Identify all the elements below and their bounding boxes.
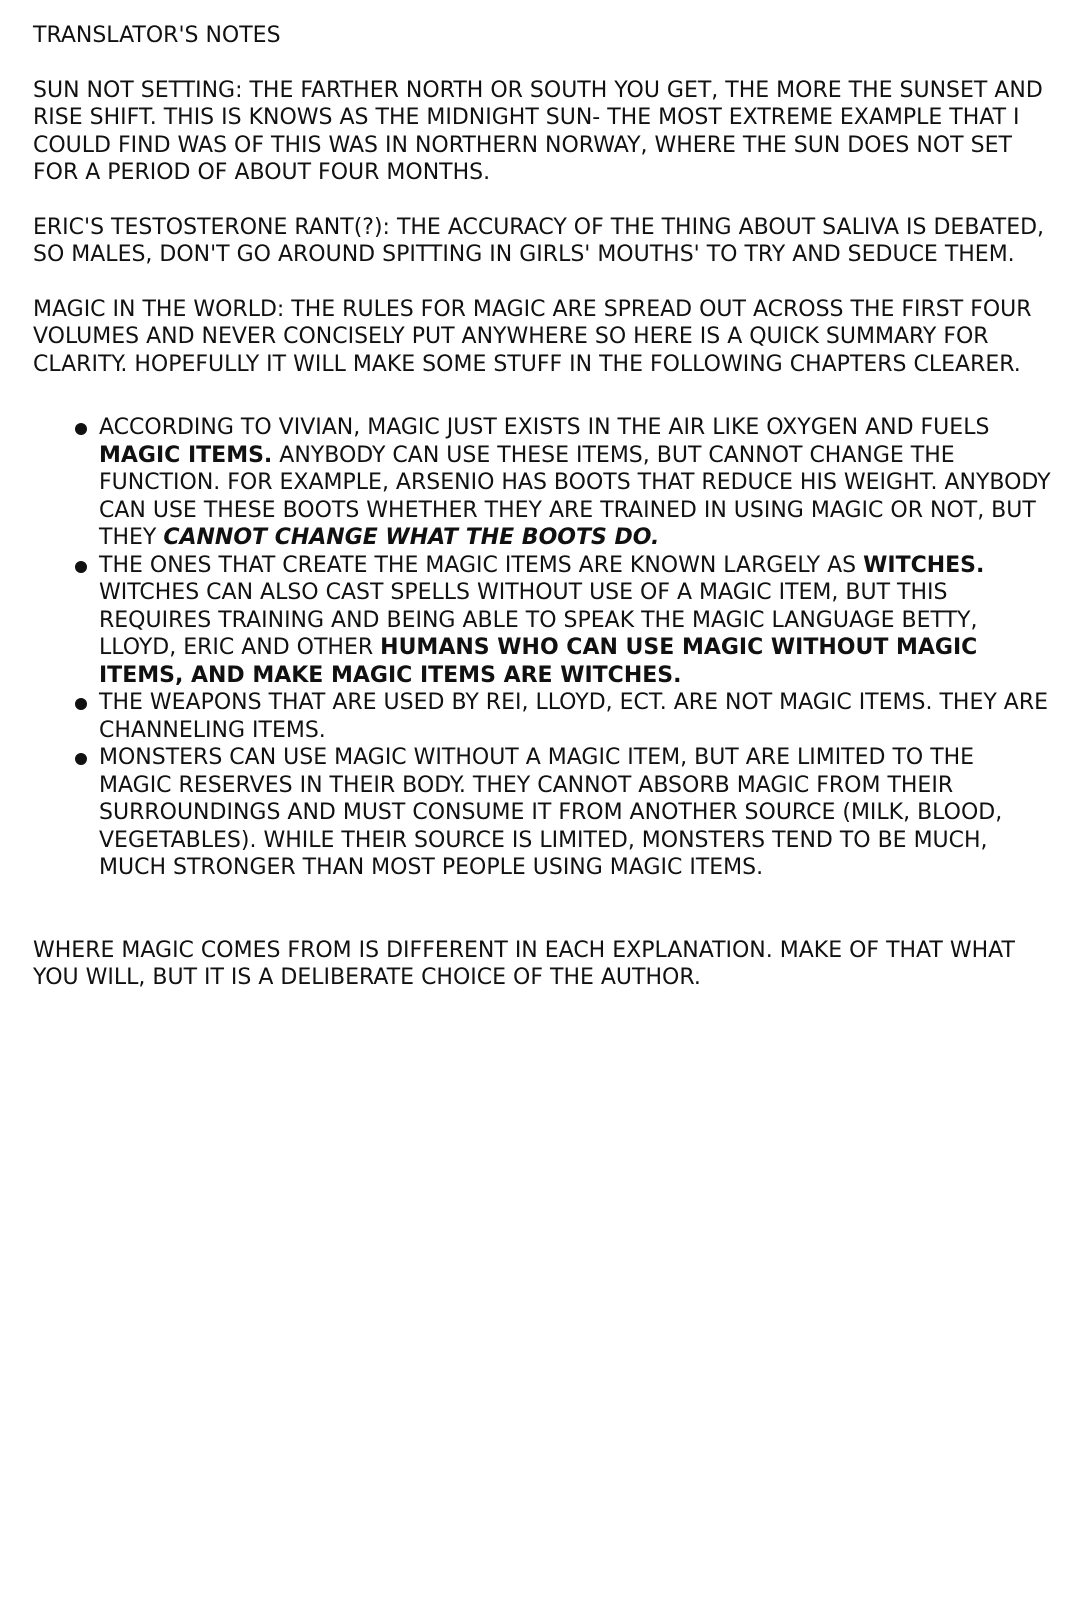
bullet-emphasis: MAGIC ITEMS. — [99, 442, 273, 468]
bullet-icon — [75, 753, 87, 765]
note-sun-not-setting: SUN NOT SETTING: THE FARTHER NORTH OR SOUTH YOU GET, THE MORE THE SUNSET AND RISE SHIFT. THIS IS KNOWS AS THE MIDNIGHT SUN- THE MOST EXTREME EXAMPLE THAT I COULD FIND WAS OF THIS WAS IN NORTHERN NORWAY, WHERE THE SUN DOES NOT SET FOR A PERIOD OF ABOUT FOUR MONTHS. — [33, 77, 1043, 185]
list-item — [99, 744, 1053, 882]
bullet-emphasis: HUMANS WHO CAN USE MAGIC WITHOUT MAGIC ITEMS, AND MAKE MAGIC ITEMS ARE WITCHES. — [99, 635, 978, 688]
bullet-icon — [75, 561, 87, 573]
bullet-text: WITCHES CAN ALSO CAST SPELLS WITHOUT USE OF A MAGIC ITEM, BUT THIS REQUIRES TRAINING AND BEING ABLE TO SPEAK THE MAGIC LANGUAGE BETTY, LLOYD, ERIC AND OTHER — [99, 580, 978, 660]
bullet-text: ANYBODY CAN USE THESE ITEMS, BUT CANNOT CHANGE THE FUNCTION. FOR EXAMPLE, ARSENIO HAS BOOTS THAT REDUCE HIS WEIGHT. ANYBODY CAN USE THESE BOOTS WHETHER THEY ARE TRAINED IN USING MAGIC OR NOT, BUT THEY — [99, 442, 1051, 550]
magic-rules-list — [33, 414, 1053, 882]
bullet-emphasis: CANNOT CHANGE WHAT THE BOOTS DO. — [163, 525, 660, 550]
note-eric-rant: ERIC'S TESTOSTERONE RANT(?): THE ACCURACY OF THE THING ABOUT SALIVA IS DEBATED, SO MALES, DON'T GO AROUND SPITTING IN GIRLS' MOUTHS' TO TRY AND SEDUCE THEM. — [33, 214, 1045, 267]
bullet-icon — [75, 423, 87, 435]
list-item — [99, 414, 1053, 552]
notes-page — [33, 22, 1053, 1019]
list-item — [99, 689, 1053, 744]
list-item — [99, 552, 1053, 690]
bullet-text: MONSTERS CAN USE MAGIC WITHOUT A MAGIC ITEM, BUT ARE LIMITED TO THE MAGIC RESERVES IN THEIR BODY. THEY CANNOT ABSORB MAGIC FROM THEIR SURROUNDINGS AND MUST CONSUME IT FROM ANOTHER SOURCE (MILK, BLOOD, VEGETABLES). WHILE THEIR SOURCE IS LIMITED, MONSTERS TEND TO BE MUCH, MUCH STRONGER THAN MOST PEOPLE USING MAGIC ITEMS. — [99, 745, 1003, 880]
bullet-text: ACCORDING TO VIVIAN, MAGIC JUST EXISTS IN THE AIR LIKE OXYGEN AND FUELS — [99, 415, 990, 440]
bullet-text: THE ONES THAT CREATE THE MAGIC ITEMS ARE KNOWN LARGELY AS — [99, 552, 864, 578]
note-magic-intro: MAGIC IN THE WORLD: THE RULES FOR MAGIC ARE SPREAD OUT ACROSS THE FIRST FOUR VOLUMES AND NEVER CONCISELY PUT ANYWHERE SO HERE IS A QUICK SUMMARY FOR CLARITY. HOPEFULLY IT WILL MAKE SOME STUFF IN THE FOLLOWING CHAPTERS CLEARER. — [33, 296, 1032, 377]
bullet-text: THE WEAPONS THAT ARE USED BY REI, LLOYD, ECT. ARE NOT MAGIC ITEMS. THEY ARE CHANNELING ITEMS. — [99, 690, 1049, 743]
closing-note: WHERE MAGIC COMES FROM IS DIFFERENT IN EACH EXPLANATION. MAKE OF THAT WHAT YOU WILL, BUT IT IS A DELIBERATE CHOICE OF THE AUTHOR. — [33, 937, 1015, 990]
page-title: TRANSLATOR'S NOTES — [33, 23, 281, 48]
bullet-icon — [75, 698, 87, 710]
bullet-emphasis: WITCHES. — [863, 552, 985, 578]
